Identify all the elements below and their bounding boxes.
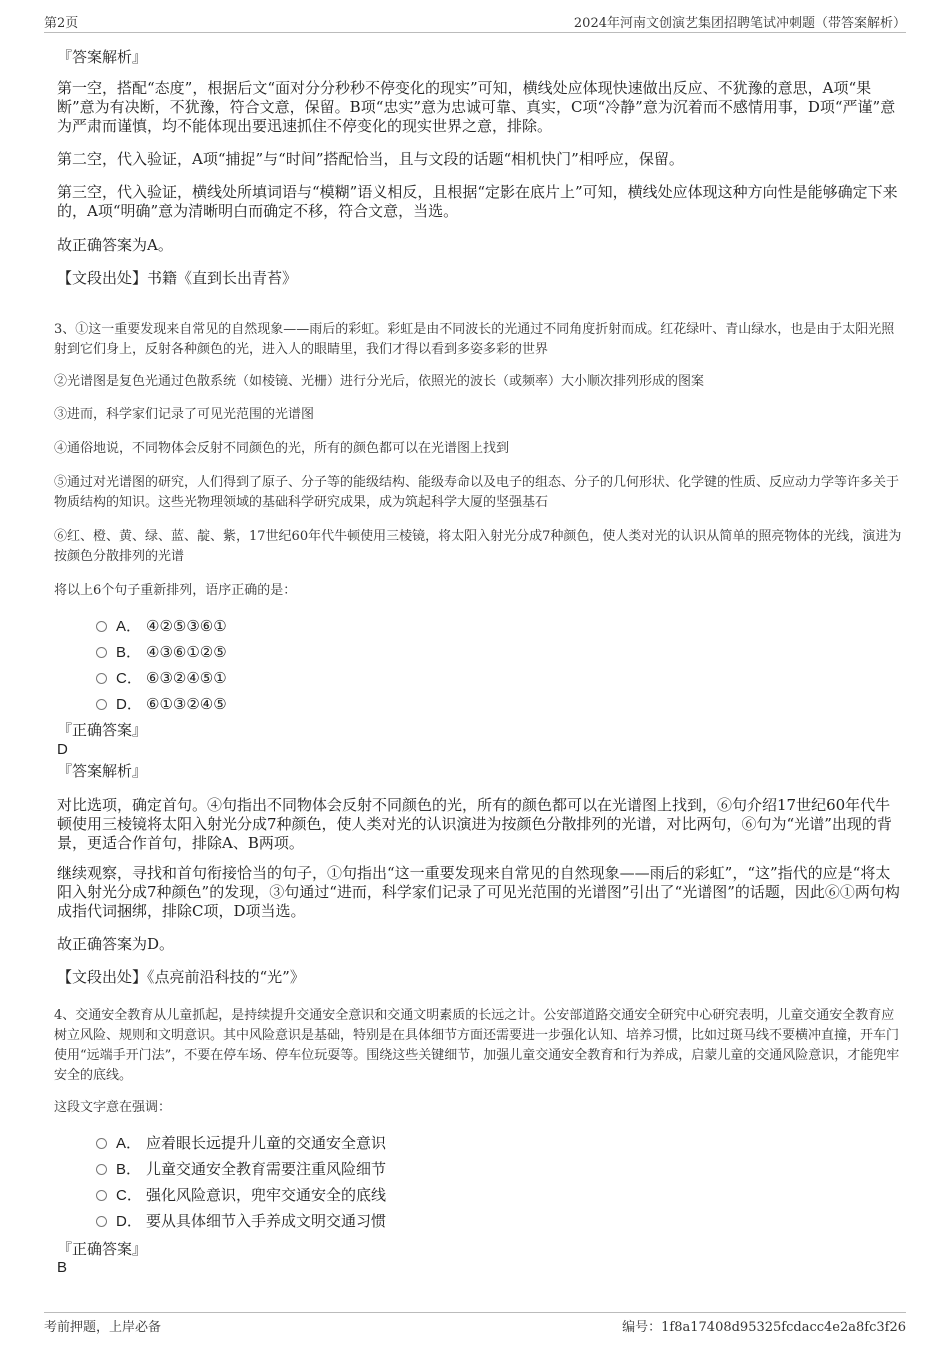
q3-option-d[interactable]: D． ⑥①③②④⑤ <box>96 694 227 715</box>
radio-icon[interactable] <box>96 1216 107 1227</box>
q3-line-1: 3、①这一重要发现来自常见的自然现象——雨后的彩虹。彩虹是由不同波长的光通过不同角度折射而成。红花绿叶、青山绿水，也是由于太阳光照射到它们身上，反射各种颜色的光，进入人的眼睛里，我们才得以看到多姿多彩的世界 <box>54 322 895 357</box>
q4-option-c[interactable]: C． 强化风险意识，兜牢交通安全的底线 <box>96 1185 386 1206</box>
q3-line-5: ⑤通过对光谱图的研究，人们得到了原子、分子等的能级结构、能级寿命以及电子的组态、分子的几何形状、化学键的性质、反应动力学等许多关于物质结构的知识。这些光物理领域的基础科学研究成果，成为筑起科学大厦的坚强基石 <box>54 475 900 510</box>
page-number: 第2页 <box>44 16 79 31</box>
q4-option-d[interactable]: D． 要从具体细节入手养成文明交通习惯 <box>96 1211 386 1232</box>
page-footer <box>44 1312 906 1338</box>
radio-icon[interactable] <box>96 673 107 684</box>
q3-correct-title: 『正确答案』 <box>57 721 148 739</box>
q4-prompt: 这段文字意在强调： <box>54 1100 172 1115</box>
prev-analysis-para-3: 第三空，代入验证，横线处所填词语与“模糊”语义相反，且根据“定影在底片上”可知，横线处应体现这种方向性是能够确定下来的，A项“明确”意为清晰明白而确定不移，符合文意，当选。 <box>57 183 898 220</box>
q4-correct-title: 『正确答案』 <box>57 1240 148 1258</box>
q4-correct-answer: B <box>57 1259 68 1276</box>
q4-passage: 4、交通安全教育从儿童抓起，是持续提升交通安全意识和交通文明素质的长远之计。公安部道路交通安全研究中心研究表明，儿童交通安全教育应树立风险、规则和文明意识。其中风险意识是基础，特别是在具体细节方面还需要进一步强化认知、培养习惯，比如过斑马线不要横冲直撞，开车门使用“远端手开门法”，不要在停车场、停车位玩耍等。围绕这些关键细节，加强儿童交通安全教育和行为养成，启蒙儿童的交通风险意识，才能兜牢安全的底线。 <box>54 1008 900 1083</box>
radio-icon[interactable] <box>96 1138 107 1149</box>
radio-icon[interactable] <box>96 647 107 658</box>
q4-option-a[interactable]: A． 应着眼长远提升儿童的交通安全意识 <box>96 1133 386 1154</box>
q3-prompt: 将以上6个句子重新排列，语序正确的是： <box>54 583 297 598</box>
q3-option-a[interactable]: A． ④②⑤③⑥① <box>96 616 227 637</box>
prev-analysis-title: 『答案解析』 <box>57 48 148 66</box>
q3-line-4: ④通俗地说，不同物体会反射不同颜色的光，所有的颜色都可以在光谱图上找到 <box>54 441 510 456</box>
prev-source: 【文段出处】书籍《直到长出青苔》 <box>57 269 298 287</box>
prev-analysis-para-4: 故正确答案为A。 <box>57 236 173 254</box>
q3-analysis-para-2: 继续观察，寻找和首句衔接恰当的句子，①句指出“这一重要发现来自常见的自然现象——雨后的彩虹”，“这”指代的应是“将太阳入射光分成7种颜色”的发现，③句通过“进而，科学家们记录了可见光范围的光谱图”引出了“光谱图”的话题，因此⑥①两句构成指代词捆绑，排除C项，D项当选。 <box>57 864 900 920</box>
radio-icon[interactable] <box>96 1164 107 1175</box>
q3-correct-answer: D <box>57 741 68 758</box>
q3-line-2: ②光谱图是复色光通过色散系统（如棱镜、光栅）进行分光后，依照光的波长（或频率）大小顺次排列形成的图案 <box>54 374 705 389</box>
q3-option-c[interactable]: C． ⑥③②④⑤① <box>96 668 227 689</box>
radio-icon[interactable] <box>96 1190 107 1201</box>
footer-slogan: 考前押题，上岸必备 <box>44 1320 162 1335</box>
document-title: 2024年河南文创演艺集团招聘笔试冲刺题（带答案解析） <box>573 16 906 31</box>
prev-analysis-para-2: 第二空，代入验证，A项“捕捉”与“时间”搭配恰当，且与文段的话题“相机快门”相呼应，保留。 <box>57 150 684 168</box>
q3-option-b[interactable]: B． ④③⑥①②⑤ <box>96 642 227 663</box>
radio-icon[interactable] <box>96 621 107 632</box>
q3-line-3: ③进而，科学家们记录了可见光范围的光谱图 <box>54 407 315 422</box>
q3-analysis-para-1: 对比选项，确定首句。④句指出不同物体会反射不同颜色的光，所有的颜色都可以在光谱图上找到，⑥句介绍17世纪60年代牛顿使用三棱镜将太阳入射光分成7种颜色，使人类对光的认识演进为按颜色分散排列的光谱，对比两句，⑥句为“光谱”出现的背景，更适合作首句，排除A、B两项。 <box>57 796 892 852</box>
q3-source: 【文段出处】《点亮前沿科技的“光”》 <box>57 968 305 986</box>
q3-line-6: ⑥红、橙、黄、绿、蓝、靛、紫，17世纪60年代牛顿使用三棱镜，将太阳入射光分成7种颜色，使人类对光的认识从简单的照亮物体的光线，演进为按颜色分散排列的光谱 <box>54 529 902 564</box>
radio-icon[interactable] <box>96 699 107 710</box>
q3-analysis-title: 『答案解析』 <box>57 762 148 780</box>
page-header <box>44 12 906 33</box>
q3-analysis-para-3: 故正确答案为D。 <box>57 935 175 953</box>
q4-option-b[interactable]: B． 儿童交通安全教育需要注重风险细节 <box>96 1159 386 1180</box>
footer-serial: 编号：1f8a17408d95325fcdacc4e2a8fc3f26 <box>622 1320 906 1335</box>
prev-analysis-para-1: 第一空，搭配“态度”，根据后文“面对分分秒秒不停变化的现实”可知，横线处应体现快速做出反应、不犹豫的意思，A项“果断”意为有决断，不犹豫，符合文意，保留。B项“忠实”意为忠诚可靠、真实，C项“冷静”意为沉着而不感情用事，D项“严谨”意为严肃而谨慎，均不能体现出要迅速抓住不停变化的现实世界之意，排除。 <box>57 79 896 135</box>
